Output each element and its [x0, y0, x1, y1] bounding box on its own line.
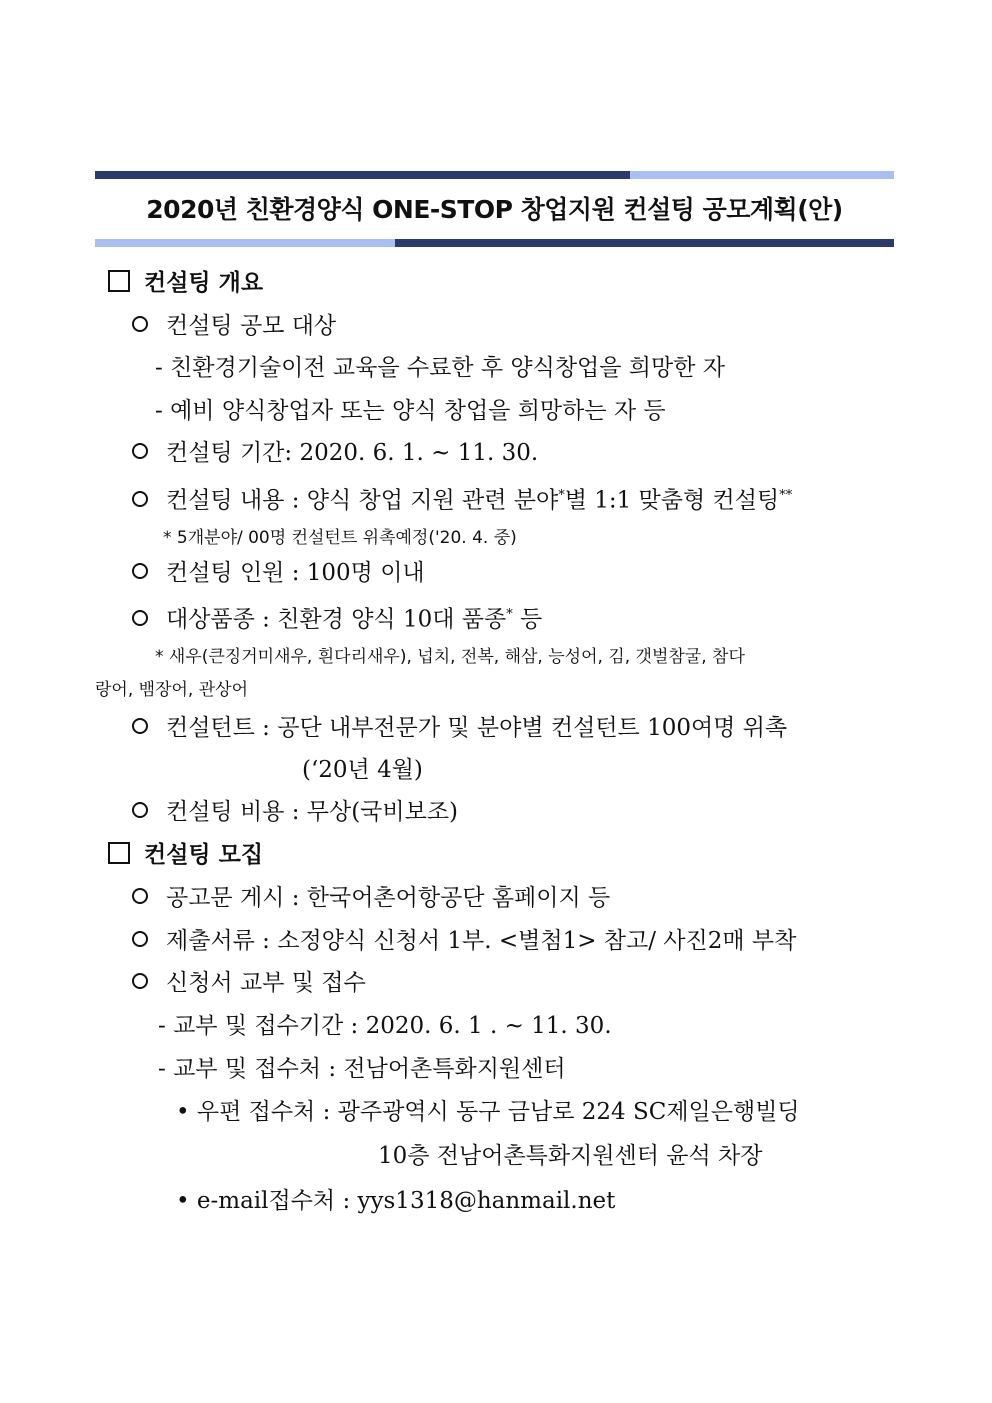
circle-bullet-icon: [132, 973, 148, 989]
email-address: • e-mail접수처 : yys1318@hanmail.net: [176, 1188, 616, 1214]
circle-bullet-icon: [132, 931, 148, 947]
section-heading-recruit: 컨설팅 모집: [108, 840, 263, 870]
bottom-bar-dark: [395, 239, 894, 247]
sub-item-app-place: - 교부 및 접수처 : 전남어촌특화지원센터: [158, 1056, 566, 1082]
top-bar-dark: [95, 171, 630, 179]
sub-item-target-1: - 친환경기술이전 교육을 수료한 후 양식창업을 희망한 자: [155, 355, 725, 381]
sub-item-target-2: - 예비 양식창업자 또는 양식 창업을 희망하는 자 등: [155, 398, 666, 424]
note-content: * 5개분야/ 00명 컨설턴트 위촉예정('20. 4. 중): [163, 528, 517, 548]
circle-bullet-icon: [132, 563, 148, 579]
circle-bullet-icon: [132, 888, 148, 904]
item-consultant: 컨설턴트 : 공단 내부전문가 및 분야별 컨설턴트 100여명 위촉: [132, 713, 787, 743]
sub-item-app-period: - 교부 및 접수기간 : 2020. 6. 1 . ~ 11. 30.: [158, 1013, 612, 1039]
top-bar-light: [630, 171, 894, 179]
document-title: 2020년 친환경양식 ONE-STOP 창업지원 컨설팅 공모계획(안): [146, 195, 843, 224]
item-target: 컨설팅 공모 대상: [132, 311, 336, 341]
item-consultant-cont: (‘20년 4월): [302, 757, 423, 783]
bottom-bar-light: [95, 239, 395, 247]
circle-bullet-icon: [132, 316, 148, 332]
circle-bullet-icon: [132, 491, 148, 507]
checkbox-square-icon: [108, 270, 130, 292]
mail-address-2: 10층 전남어촌특화지원센터 윤석 차장: [378, 1143, 763, 1169]
circle-bullet-icon: [132, 802, 148, 818]
circle-bullet-icon: [132, 718, 148, 734]
section-heading-overview: 컨설팅 개요: [108, 268, 263, 298]
note-species-1: * 새우(큰징거미새우, 흰다리새우), 넙치, 전복, 해삼, 능성어, 김, 갯벌참굴, 참다: [155, 647, 745, 667]
mail-address-1: • 우편 접수처 : 광주광역시 동구 금남로 224 SC제일은행빌딩: [176, 1099, 800, 1125]
circle-bullet-icon: [132, 443, 148, 459]
item-application: 신청서 교부 및 접수: [132, 968, 366, 998]
item-content: 컨설팅 내용 : 양식 창업 지원 관련 분야*별 1:1 맞춤형 컨설팅**: [132, 481, 792, 516]
item-cost: 컨설팅 비용 : 무상(국비보조): [132, 797, 458, 827]
item-notice: 공고문 게시 : 한국어촌어항공단 홈페이지 등: [132, 883, 610, 913]
note-species-2: 랑어, 뱀장어, 관상어: [95, 680, 248, 700]
item-documents: 제출서류 : 소정양식 신청서 1부. <별첨1> 참고/ 사진2매 부착: [132, 926, 796, 956]
checkbox-square-icon: [108, 842, 130, 864]
item-species: 대상품종 : 친환경 양식 10대 품종* 등: [132, 600, 542, 635]
item-headcount: 컨설팅 인원 : 100명 이내: [132, 558, 425, 588]
item-period: 컨설팅 기간: 2020. 6. 1. ~ 11. 30.: [132, 438, 538, 468]
circle-bullet-icon: [132, 610, 148, 626]
